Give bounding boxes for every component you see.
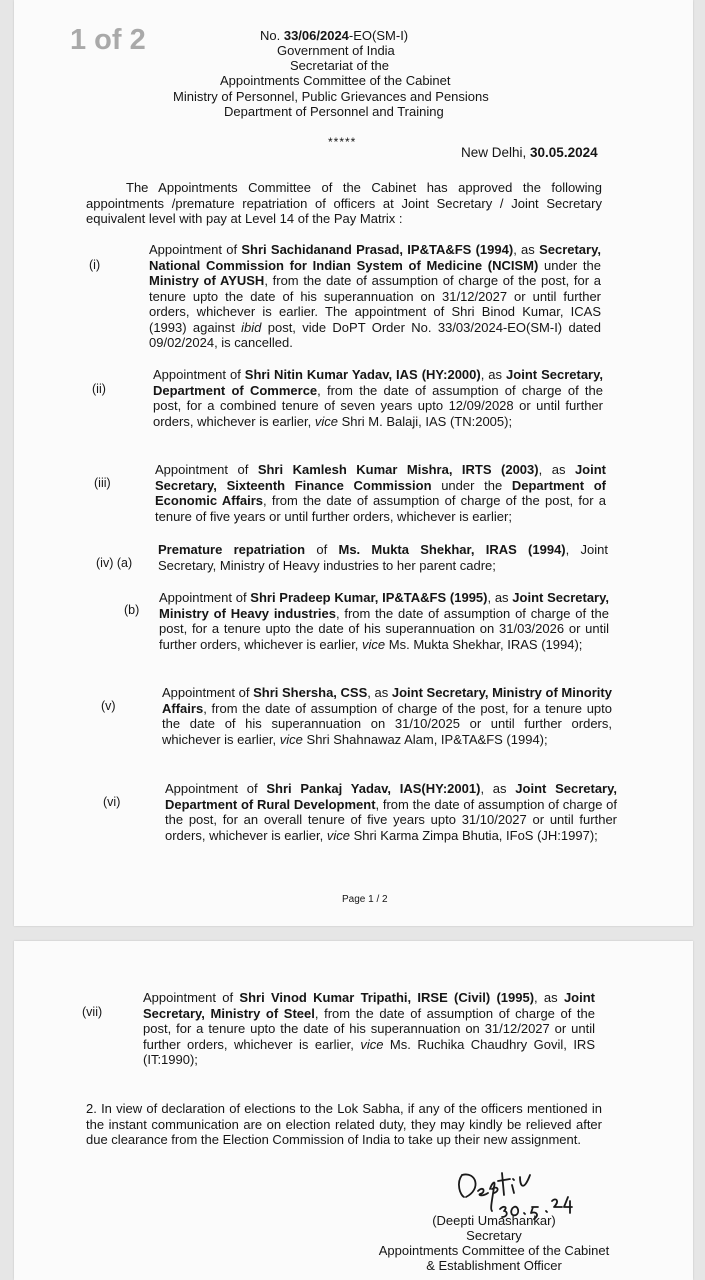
order-number-prefix: No. [260,28,284,43]
item-i-text: Appointment of Shri Sachidanand Prasad, IP&TA&FS (1994), as Secretary, National Commission for Indian System of Medicine (NCISM) under the Ministry of AYUSH, from the date of assumption of charge of the post, for a tenure upto the date of his superannuation on 31/12/2027 or until further orders, whichever is earlier. The appointment of Shri Binod Kumar, ICAS (1993) against ibid post, vide DoPT Order No. 33/03/2024-EO(SM-I) dated 09/02/2024, is cancelled. [149,242,602,350]
item-label-vi: (vi) [103,795,121,809]
order-number [260,28,408,43]
item-v-text: Appointment of Shri Shersha, CSS, as Joint Secretary, Ministry of Minority Affairs, from the date of assumption of charge of the post, for a tenure upto the date of his superannuation on 31/10/2025 or until further orders, whichever is earlier, vice Shri Shahnawaz Alam, IP&TA&FS (1994); [162,685,612,747]
item-label-ii: (ii) [92,382,106,396]
page-counter: 1 of 2 [70,24,146,56]
header-department: Department of Personnel and Training [224,104,444,119]
item-iv-a-text: Premature repatriation of Ms. Mukta Shekhar, IRAS (1994), Joint Secretary, Ministry of Heavy industries to her parent cadre; [158,542,608,573]
item-label-i: (i) [89,258,101,272]
header-committee: Appointments Committee of the Cabinet [220,73,451,88]
signatory-designation: Secretary [466,1228,522,1243]
item-label-vii: (vii) [82,1005,103,1019]
item-iii-text: Appointment of Shri Kamlesh Kumar Mishra, IRTS (2003), as Joint Secretary, Sixteenth Finance Commission under the Department of Economic Affairs, from the date of assumption of charge of the post, for a tenure of five years or until further orders, whichever is earlier; [155,462,607,524]
header-ministry: Ministry of Personnel, Public Grievances and Pensions [173,89,489,104]
document-page-2 [14,941,693,1280]
signatory-name: (Deepti Umashankar) [432,1213,556,1228]
item-vii-text: Appointment of Shri Vinod Kumar Tripathi, IRSE (Civil) (1995), as Joint Secretary, Ministry of Steel, from the date of assumption of charge of the post, for a tenure upto the date of his superannuation on 31/12/2027 or until further orders, whichever is earlier, vice Ms. Ruchika Chaudhry Govil, IRS (IT:1990); [143,990,595,1067]
item-label-v: (v) [101,699,116,713]
order-number-value: 33/06/2024 [283,28,349,43]
separator-stars: ***** [328,135,357,149]
signatory-office-1: Appointments Committee of the Cabinet [378,1243,610,1258]
place-date [461,145,598,160]
signatory-office-2: & Establishment Officer [426,1258,562,1273]
page-footer: Page 1 / 2 [342,894,388,905]
item-label-iv-a: (iv) (a) [96,556,133,570]
document-page-1 [14,0,693,926]
item-ii-text: Appointment of Shri Nitin Kumar Yadav, IAS (HY:2000), as Joint Secretary, Department of Commerce, from the date of assumption of charge of the post, for a combined tenure of seven years upto 12/09/2028 or until further orders, whichever is earlier, vice Shri M. Balaji, IAS (TN:2005); [153,367,603,429]
intro-paragraph: The Appointments Committee of the Cabinet has approved the following appointments /premature repatriation of officers at Joint Secretary / Joint Secretary equivalent level with pay at Level 14 of the Pay Matrix : [86,180,602,226]
header-secretariat: Secretariat of the [290,58,389,73]
place: New Delhi, [461,145,531,160]
item-label-iv-b: (b) [124,603,140,617]
election-paragraph: 2. In view of declaration of elections to the Lok Sabha, if any of the officers mentioned in the instant communication are on election related duty, they may kindly be relieved after due clearance from the Election Commission of India to take up their new assignment. [86,1101,602,1147]
header-government: Government of India [277,43,395,58]
item-label-iii: (iii) [94,476,111,490]
item-iv-b-text: Appointment of Shri Pradeep Kumar, IP&TA&FS (1995), as Joint Secretary, Ministry of Heavy industries, from the date of assumption of charge of the post, for a tenure upto the date of his superannuation on 31/03/2026 or until further orders, whichever is earlier, vice Ms. Mukta Shekhar, IRAS (1994); [159,590,609,652]
order-number-suffix: -EO(SM-I) [348,28,409,43]
issue-date: 30.05.2024 [530,145,598,160]
item-vi-text: Appointment of Shri Pankaj Yadav, IAS(HY:2001), as Joint Secretary, Department of Rural Development, from the date of assumption of charge of the post, for an overall tenure of five years upto 31/10/2027 or until further orders, whichever is earlier, vice Shri Karma Zimpa Bhutia, IFoS (JH:1997); [165,781,618,843]
